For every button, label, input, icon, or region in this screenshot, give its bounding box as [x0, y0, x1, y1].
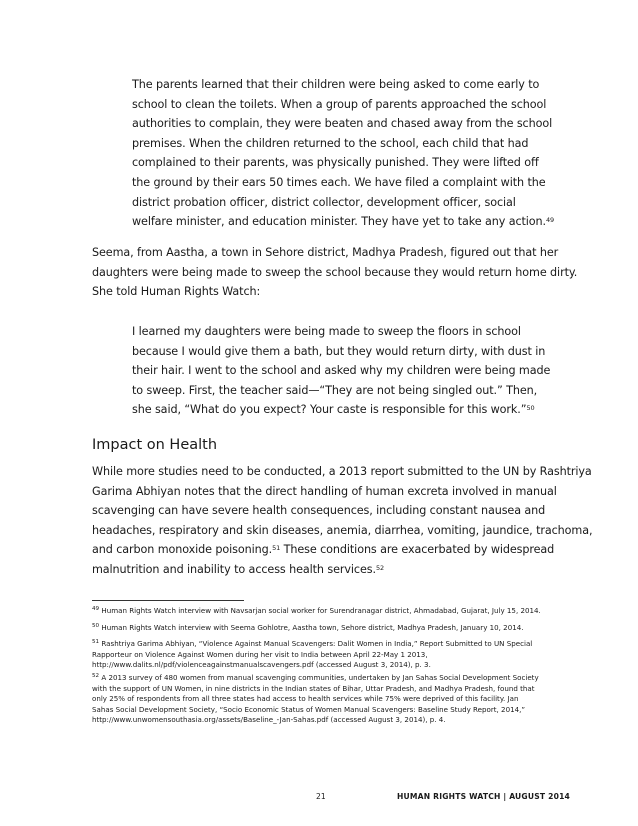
footnote-number: 52	[92, 673, 100, 679]
footnote-50	[92, 623, 524, 634]
block-quote-parents	[132, 75, 555, 232]
quote-line: she said, “What do you expect? Your caste is responsible for this work.”	[132, 403, 527, 417]
paragraph-line: While more studies need to be conducted, a 2013 report submitted to the UN by Rashtriya	[92, 465, 592, 478]
quote-line: because I would give them a bath, but they would return dirty, with dust in	[132, 344, 546, 358]
quote-line: premises. When the children returned to the school, each child that had	[132, 136, 529, 150]
paragraph-health	[92, 462, 593, 580]
footnote-text: Human Rights Watch interview with Navsarjan social worker for Surendranagar district, Ahmadabad, Gujarat, July 15, 2014.	[101, 606, 541, 615]
footnote-49	[92, 606, 541, 617]
footnote-number: 51	[92, 639, 100, 645]
paragraph-line: Seema, from Aastha, a town in Sehore district, Madhya Pradesh, figured out that her	[92, 246, 559, 259]
footnote-text: Human Rights Watch interview with Seema Gohlotre, Aastha town, Sehore district, Madhya Pradesh, January 10, 2014.	[101, 623, 524, 632]
paragraph-line: daughters were being made to sweep the school because they would return home dirty.	[92, 265, 578, 279]
footnote-text: only 25% of respondents from all three states had access to health services while 75% were deprived of this facility. Jan	[92, 694, 519, 704]
page-number: 21	[316, 792, 326, 801]
footnote-text: Sahas Social Development Society, “Socio Economic Status of Women Manual Scavengers: Baseline Study Report, 2014,”	[92, 704, 526, 714]
quote-line: the ground by their ears 50 times each. We have filed a complaint with the	[132, 175, 546, 189]
quote-line: I learned my daughters were being made to sweep the floors in school	[132, 325, 521, 338]
footnote-number: 49	[92, 606, 100, 612]
paragraph-line: headaches, respiratory and skin diseases, anemia, diarrhea, vomiting, jaundice, trachoma,	[92, 523, 593, 537]
footnote-text: Rashtriya Garima Abhiyan, “Violence Against Manual Scavengers: Dalit Women in India,” Report Submitted to UN Special	[101, 639, 533, 648]
footnote-ref-51[interactable]: 51	[272, 544, 281, 553]
quote-line: district probation officer, district collector, development officer, social	[132, 195, 516, 209]
quote-line: to sweep. First, the teacher said—“They are not being singled out.” Then,	[132, 383, 538, 397]
footnote-text: A 2013 survey of 480 women from manual scavenging communities, undertaken by Jan Sahas Social Development Society	[101, 673, 539, 682]
footnote-ref-52[interactable]: 52	[375, 563, 385, 572]
publication-footer: HUMAN RIGHTS WATCH | AUGUST 2014	[397, 792, 571, 801]
paragraph-line: Garima Abhiyan notes that the direct handling of human excreta involved in manual	[92, 484, 557, 498]
section-heading: Impact on Health	[92, 437, 218, 453]
footnote-ref-49[interactable]: 49	[546, 216, 555, 225]
footnote-text: with the support of UN Women, in nine districts in the Indian states of Bihar, Uttar Pradesh, and Madhya Pradesh, found that	[92, 683, 535, 693]
paragraph-seema	[92, 243, 578, 302]
footnote-52	[92, 673, 539, 726]
footnote-text: Rapporteur on Violence Against Women during her visit to India between April 22-May 1 2013,	[92, 649, 428, 659]
block-quote-seema	[132, 322, 551, 420]
quote-line: their hair. I went to the school and asked why my children were being made	[132, 364, 551, 378]
quote-line: authorities to complain, they were beaten and chased away from the school	[132, 117, 553, 131]
quote-line: welfare minister, and education minister. They have yet to take any action.	[132, 215, 547, 229]
quote-line: school to clean the toilets. When a group of parents approached the school	[132, 97, 547, 111]
paragraph-line: and carbon monoxide poisoning.	[92, 543, 273, 557]
paragraph-line: scavenging can have severe health consequences, including constant nausea and	[92, 504, 546, 518]
footnote-divider	[92, 600, 244, 601]
paragraph-line: malnutrition and inability to access health services.	[92, 562, 376, 576]
footnote-link[interactable]: http://www.unwomensouthasia.org/assets/Baseline_-Jan-Sahas.pdf (accessed August 3, 2014), p. 4.	[92, 715, 446, 725]
footnote-ref-50[interactable]: 50	[526, 404, 535, 413]
quote-line: complained to their parents, was physically punished. They were lifted off	[132, 156, 539, 170]
footnote-51	[92, 639, 532, 671]
paragraph-line: These conditions are exacerbated by widespread	[280, 543, 555, 557]
paragraph-line: She told Human Rights Watch:	[92, 285, 261, 299]
quote-line: The parents learned that their children were being asked to come early to	[132, 78, 540, 91]
footnote-link[interactable]: http://www.dalits.nl/pdf/violenceagainstmanualscavengers.pdf (accessed August 3, 2014), p. 3.	[92, 660, 431, 670]
footnote-number: 50	[92, 623, 100, 629]
